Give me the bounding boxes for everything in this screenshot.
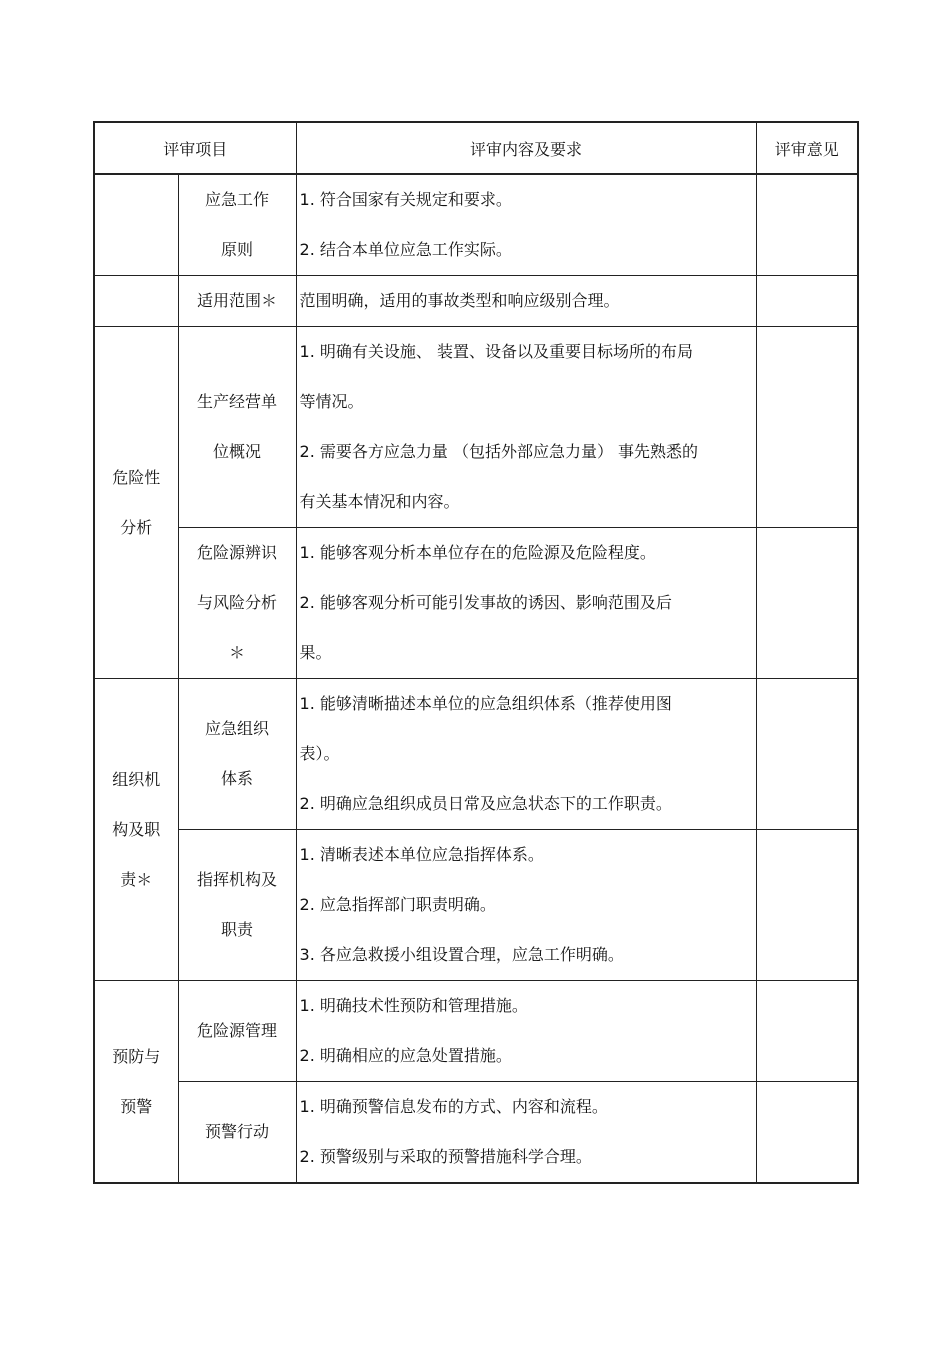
header-review-opinion: 评审意见	[756, 122, 858, 174]
header-review-item: 评审项目	[94, 122, 296, 174]
subitem-cell: 指挥机构及 职责	[178, 830, 296, 981]
header-review-content: 评审内容及要求	[296, 122, 756, 174]
subitem-cell: 危险源管理	[178, 981, 296, 1082]
subitem-cell: 应急工作 原则	[178, 174, 296, 276]
subitem-cell: 适用范围＊	[178, 276, 296, 327]
content-cell: 1. 明确预警信息发布的方式、内容和流程。 2. 预警级别与采取的预警措施科学合理。	[296, 1082, 756, 1184]
opinion-cell[interactable]	[756, 327, 858, 528]
table-row	[94, 981, 858, 1082]
header-row	[94, 122, 858, 174]
opinion-cell[interactable]	[756, 981, 858, 1082]
opinion-cell[interactable]	[756, 174, 858, 276]
content-cell: 1. 明确有关设施、 装置、设备以及重要目标场所的布局 等情况。 2. 需要各方应急力量 （包括外部应急力量） 事先熟悉的 有关基本情况和内容。	[296, 327, 756, 528]
opinion-cell[interactable]	[756, 679, 858, 830]
subitem-cell: 预警行动	[178, 1082, 296, 1184]
table-row	[94, 174, 858, 276]
table-row	[94, 276, 858, 327]
opinion-cell[interactable]	[756, 276, 858, 327]
category-cell: 预防与 预警	[94, 981, 178, 1184]
table-row	[94, 528, 858, 679]
subitem-cell: 应急组织 体系	[178, 679, 296, 830]
content-cell: 1. 能够清晰描述本单位的应急组织体系（推荐使用图 表）。 2. 明确应急组织成员日常及应急状态下的工作职责。	[296, 679, 756, 830]
category-cell	[94, 174, 178, 276]
category-cell: 组织机 构及职 责＊	[94, 679, 178, 981]
content-cell: 1. 能够客观分析本单位存在的危险源及危险程度。 2. 能够客观分析可能引发事故的诱因、影响范围及后 果。	[296, 528, 756, 679]
subitem-cell: 生产经营单 位概况	[178, 327, 296, 528]
opinion-cell[interactable]	[756, 1082, 858, 1184]
table-row	[94, 1082, 858, 1184]
opinion-cell[interactable]	[756, 528, 858, 679]
table-row	[94, 830, 858, 981]
subitem-cell: 危险源辨识 与风险分析 ＊	[178, 528, 296, 679]
review-table	[93, 121, 859, 1184]
table-row	[94, 327, 858, 528]
content-cell: 1. 明确技术性预防和管理措施。 2. 明确相应的应急处置措施。	[296, 981, 756, 1082]
content-cell: 1. 符合国家有关规定和要求。 2. 结合本单位应急工作实际。	[296, 174, 756, 276]
content-cell: 范围明确，适用的事故类型和响应级别合理。	[296, 276, 756, 327]
category-cell: 危险性 分析	[94, 327, 178, 679]
table-row	[94, 679, 858, 830]
content-cell: 1. 清晰表述本单位应急指挥体系。 2. 应急指挥部门职责明确。 3. 各应急救援小组设置合理，应急工作明确。	[296, 830, 756, 981]
category-cell	[94, 276, 178, 327]
opinion-cell[interactable]	[756, 830, 858, 981]
